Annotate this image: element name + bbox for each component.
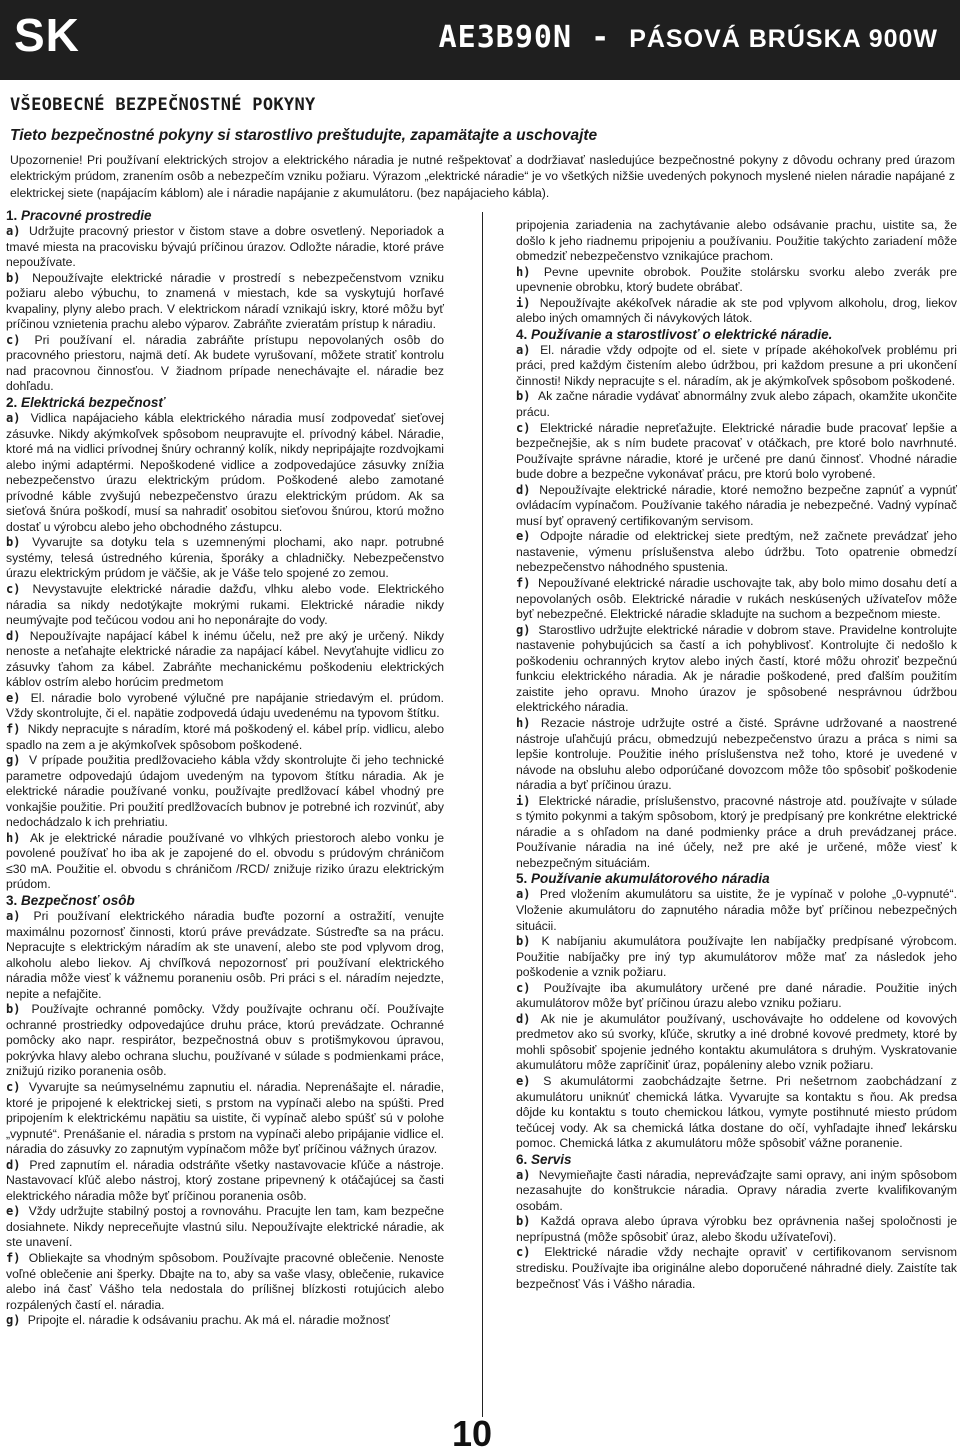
item-text: Obliekajte sa vhodným spôsobom. Používajte pracovné oblečenie. Nenoste voľné oblečenie ani šperky. Dbajte na to, aby sa vaše vlasy, oblečenie, rukavice alebo iná časť Vášho tela nedostala do prílišnej blízkosti rotujúcich alebo rozpálených častí el. náradia.: [6, 1251, 444, 1312]
item-label: c): [516, 420, 540, 435]
item-label: c): [6, 332, 35, 347]
item-label: b): [6, 270, 33, 285]
list-item: [516, 716, 957, 794]
item-label: g): [6, 753, 29, 768]
item-label: d): [6, 628, 30, 643]
item-label: a): [516, 1167, 539, 1182]
item-text: K nabíjaniu akumulátora používajte len nabíjačky predpísané výrobcom. Použitie nabíjačky pre iný typ akumulátorov môže mať za následok jeho poškodenie a vznik požiaru.: [516, 934, 957, 980]
list-item: [6, 535, 444, 582]
list-item: [516, 529, 957, 576]
item-label: d): [6, 1157, 30, 1172]
item-label: h): [516, 264, 544, 279]
item-label: i): [516, 295, 540, 310]
item-text: Pripojte el. náradie k odsávaniu prachu. Ak má el. náradie možnosť: [27, 1313, 390, 1328]
list-item: [516, 623, 957, 716]
item-label: e): [516, 529, 541, 544]
list-item: [516, 934, 957, 981]
item-text: Nepoužívajte elektrické náradie v prostredí s nebezpečenstvom vzniku požiaru alebo výbuchu, to znamená v miestach, kde sa vyskytujú horľavé kvapaliny, plyny alebo prach. V elektrickom náradí vznikajú iskry, ktoré môžu byť príčinou vznietenia prachu alebo výparov. Zabráňte zvieratám prístup k náradiu.: [6, 270, 444, 332]
section-heading: [516, 327, 957, 343]
item-text: Nepoužívané elektrické náradie uschovajte tak, aby bolo mimo dosahu detí a nepovolaných osôb. Elektrické náradie v rukách neskúsených užívateľov môže byť nebezpečné. Elektrické náradie skladujte na suchom a bezpečnom mieste.: [516, 576, 957, 622]
section-title: Pracovné prostredie: [21, 208, 152, 223]
item-label: e): [6, 1204, 29, 1219]
item-text: Elektrické náradie, príslušenstvo, pracovné nástroje atd. používajte v súlade s týmito pokynmi a takým spôsobom, ktorý je predpísaný pre konkrétne elektrické náradie a s ohľadom na dané podmienky práce a druh prevádzanej práce. Používanie náradia na iné účely, než pre aké je určené, môže viesť k nebezpečným situáciám.: [516, 793, 957, 870]
list-item: [516, 981, 957, 1012]
item-text: Vždy udržujte stabilný postoj a rovnováhu. Pracujte len tam, kam bezpečne dosiahnete. Nikdy nepreceňujte vlastnú silu. Nepoužívajte elektrické náradie, ak ste unavení.: [6, 1204, 444, 1250]
list-item: [6, 1204, 444, 1251]
product-title: [439, 20, 938, 55]
list-item: [6, 333, 444, 395]
list-item: [516, 265, 957, 296]
list-item: [6, 909, 444, 1002]
item-label: h): [6, 830, 30, 845]
item-text: Každá oprava alebo úprava výrobku bez oprávnenia našej spoločnosti je neprípustná (môže spôsobiť úraz, alebo škodu užívateľovi).: [516, 1214, 957, 1244]
item-label: a): [6, 908, 34, 923]
continued-text: pripojenia zariadenia na zachytávanie alebo odsávanie prachu, uistite sa, že došlo k jeho riadnemu pripojeniu a používaniu. Použitie takýchto zariadení môže obmedziť nebezpečenstvo vznikajúce prachom.: [516, 218, 957, 264]
item-text: Používajte iba akumulátory určené pre dané náradie. Použitie iných akumulátorov môže byť príčinou úrazu alebo vzniku požiaru.: [516, 980, 957, 1011]
item-text: Vyvarujte sa dotyku tela s uzemnenými plochami, ako napr. potrubné systémy, telesá ústredného kúrenia, šporáky a chladničky. Nebezpečenstvo úrazu elektrickým prúdom je väčšie, ak je Váše telo spojené zo zemou.: [6, 535, 444, 581]
item-label: a): [6, 411, 31, 426]
item-text: Udržujte pracovný priestor v čistom stave a dobre osvetlený. Neporiadok a tmavé miesta na pracovisku bývajú príčinou úrazov. Odložte náradie, ktoré práve nepoužívate.: [6, 224, 444, 270]
item-text: S akumulátormi zaobchádzajte šetrne. Pri nešetrnom zaobchádzaní z akumulátoru uniknúť chemická látka. Vyvarujte sa kontaktu s ňou. Ak predsa dôjde ku kontaktu s touto chemickou látkou, vymyte postihnuté miesto prúdom tečúcej vody. Ak sa chemická látka dostane do očí, vyhľadajte ihneď lekársku pomoc. Chemická látka z akumulátoru môže spôsobiť vážne poranenie.: [516, 1073, 957, 1151]
item-label: i): [516, 793, 539, 808]
item-text: Ak začne náradie vydávať abnormálny zvuk alebo zápach, okamžite ukončite prácu.: [516, 389, 957, 420]
list-item: [6, 1080, 444, 1158]
item-text: Používajte ochranné pomôcky. Vždy používajte ochranu očí. Používajte ochranné prostriedky odpovedajúce druhu práce, ktorú prevádzate. Ochranné pomôcky ako napr. respirátor, bezpečnostná obuv s protišmykovou úpravou, pokrývka hlavy alebo ochrana sluchu, používané v súlade s podmienkami práce, znižujú riziko poranenia osôb.: [6, 1002, 444, 1079]
list-item: [6, 1251, 444, 1313]
item-label: b): [6, 535, 33, 550]
section-number: 2.: [6, 395, 22, 411]
item-text: Nepoužívajte napájací kábel k inému účelu, než pre aký je určený. Nikdy nenoste a neťahajte elektrické náradie za napájací kábel. Nevyťahujte vidlicu zo zásuvky ťahom za kábel. Zabráňte mechanickému poškodeniu elektrických káblov ostrím alebo horúcim predmetom: [6, 628, 444, 690]
section-title: Servis: [531, 1151, 572, 1167]
item-text: Nevystavujte elektrické náradie dažďu, vlhku alebo vode. Elektrického náradia sa nikdy nedotýkajte mokrými rukami. Elektrické náradie nikdy neumývajte pod tečúcou vodou ani ho neponárajte do vody.: [6, 582, 444, 628]
section-heading: [6, 395, 444, 411]
model-number: AE3B90N -: [438, 20, 630, 55]
item-label: g): [516, 622, 539, 637]
right-column: [516, 218, 957, 1292]
product-name: PÁSOVÁ BRÚSKA 900W: [629, 25, 938, 53]
section-heading: [6, 893, 444, 909]
item-label: f): [516, 576, 539, 591]
item-text: Elektrické náradie vždy nechajte opraviť v certifikovanom servisnom stredisku. Používajte iba originálne alebo doporučené náhradné diely. Zaistíte tak bezpečnosť Vás i Vášho náradia.: [516, 1245, 957, 1291]
list-item: [6, 1313, 444, 1329]
section-number: 1.: [6, 208, 22, 223]
item-label: b): [6, 1002, 32, 1017]
item-label: a): [516, 342, 541, 357]
list-item: [516, 1214, 957, 1245]
item-label: c): [6, 582, 33, 597]
left-column: [6, 208, 444, 1329]
header-bar: [0, 0, 960, 80]
list-item: [516, 483, 957, 530]
section-title: Bezpečnosť osôb: [21, 892, 135, 908]
list-item: [516, 1074, 957, 1152]
item-text: V prípade použitia predlžovacieho kábla vždy skontrolujte či jeho technické parametre odpovedajú údajom uvedeným na typovom štítku náradia. Ak je elektrické náradie používané vonku, používajte predlžovací kábel vhodný pre vonkajšie použitie. Pri použití predlžovacích bubnov je potrebné ich rozvinúť, aby nedochádzalo k ich prehriatiu.: [6, 753, 444, 830]
list-item: [516, 1168, 957, 1215]
column-divider: [482, 212, 483, 1417]
item-text: Nevymieňajte časti náradia, nepreváďzajte sami opravy, ani iným spôsobom nezasahujte do konštrukcie náradia. Opravy náradia zverte kvalifikovaným osobám.: [516, 1167, 957, 1213]
item-text: Starostlivo udržujte elektrické náradie v dobrom stave. Pravidelne kontrolujte nastavenie pohybujúcich sa častí a ich pohyblivosť. Kontrolujte či nedošlo k poškodeniu ochranných krytov alebo iných častí, ktoré môžu ohroziť bezpečnú funkciu elektrického náradia. Ak je náradie poškodené, pred ďalším použitím zaistite jeho opravu. Mnoho úrazov je spôsobené nesprávnou údržbou elektrického náradia.: [516, 622, 957, 715]
list-item: [6, 691, 444, 722]
section-number: 6.: [516, 1151, 532, 1167]
item-label: a): [516, 887, 540, 902]
item-text: Nikdy nepracujte s náradím, ktoré má poškodený el. kábel príp. vidlicu, alebo spadlo na zem a je akýmkoľvek spôsobom poškodené.: [6, 721, 444, 752]
list-item: [6, 629, 444, 691]
item-text: Odpojte náradie od elektrickej siete predtým, než začnete prevádzať jeho nastavenie, výmenu príslušenstva alebo údržbu. Toto opatrenie obmedzí nebezpečenstvo náhodného spustenia.: [516, 529, 958, 575]
section-title: Používanie a starostlivosť o elektrické náradie.: [531, 326, 833, 342]
item-text: El. náradie bolo vyrobené výlučné pre napájanie striedavým el. prúdom. Vždy skontrolujte, či el. napätie zodpovedá údaju uvedenému na typovom štítku.: [6, 690, 444, 721]
item-text: Vidlica napájacieho kábla elektrického náradia musí zodpovedať sieťovej zásuvke. Nikdy akýmkoľvek spôsobom neupravujte el. prívodný kábel. Náradie, ktoré má na vidlici prívodnej šnúry ochranný kolík, nikdy nepripájajte rozdvojkami alebo inými adaptérmi. Nepoškodené vidlice a zodpovedajúce zásuvky znížia nebezpečenstvo úrazu elektrickým prúdom. Poškodené alebo zamotané prívodné káble zvyšujú nebezpečenstvo úrazu elektrickým prúdom. Ak sa sieťová šnúra poškodí, musí sa nahradiť osobitou sieťovou šnúrou, ktorú možno dostať u výrobcu alebo jeho obchodného zástupcu.: [6, 411, 444, 534]
section-heading: [6, 208, 444, 224]
list-item: [516, 1245, 957, 1292]
item-label: b): [516, 934, 542, 949]
intro-paragraph: Upozornenie! Pri používaní elektrických strojov a elektrického náradia je nutné rešpektovať a dodržiavať nasledujúce bezpečnostné pokyny z dôvodu ochrany pred úrazom elektrickým prúdom, zranením osôb a nebezpečím vzniku požiaru. Výrazom „elektrické náradie“ je vo všetkých nižšie uvedených pokynoch myslené nielen náradie napájané z elektrickej siete (napájacím káblom) ale i náradie napájanie z akumulátoru. (bez napájacieho kábla).: [10, 153, 955, 200]
item-text: Pri používaní elektrického náradia buďte pozorní a ostražití, venujte maximálnu pozornosť činnosti, ktorú práve prevádzate. Sústreďte sa na prácu. Nepracujte s elektrickým náradím ak ste unavení, alebo ste pod vplyvom drog, alkoholu alebo liekov. Aj chvíľková nepozornosť pri používaní elektrického náradia môže viesť k vážnemu poraneniu osôb. Pri práci s el. náradím nejedzte, nepite a nefajčite.: [6, 908, 444, 1001]
list-item: [6, 1158, 444, 1205]
list-item: [6, 271, 444, 333]
item-label: g): [6, 1313, 28, 1328]
item-text: Ak je elektrické náradie používané vo vlhkých priestoroch alebo vonku je povolené používať ho iba ak je zapojené do el. obvodu s prúdovým chráničom ≤30 mA. Použitie el. obvodu s chráničom /RCD/ znižuje riziko úrazu elektrickým prúdom.: [6, 830, 444, 892]
item-text: Ak nie je akumulátor používaný, uschovávajte ho oddelene od kovových predmetov ako sú svorky, kľúče, skrutky a iné drobné kovové predmety, ktoré by mohli spôsobiť spojenie jedného kontaktu akumulátora s druhým. Vyskratovanie akumulátoru môže zapríčiniť úraz, popáleniny alebo vznik požiaru.: [516, 1011, 957, 1073]
item-label: d): [516, 482, 540, 497]
item-label: b): [516, 1214, 541, 1229]
item-label: d): [516, 1011, 541, 1026]
item-text: Pred zapnutím el. náradia odstráňte všetky nastavovacie kľúče a nástroje. Nastavovací kľúč alebo nástroj, ktorý zostane pripevnený k otáčajúcej sa časti elektrického náradia môže byť príčinou poranenia osôb.: [6, 1157, 444, 1203]
section-heading: [516, 871, 957, 887]
item-label: f): [6, 721, 28, 736]
item-text: Nepoužívajte akékoľvek náradie ak ste pod vplyvom alkoholu, drog, liekov alebo iných omamných či návykových látok.: [516, 295, 957, 326]
item-text: Pevne upevnite obrobok. Použite stolársku svorku alebo zverák pre upevnenie obrobku, ktorý budete obrábať.: [516, 264, 957, 295]
section-heading: [516, 1152, 957, 1168]
section-number: 4.: [516, 326, 532, 342]
item-text: Pri používaní el. náradia zabráňte prístupu nepovolaných osôb do pracovného priestoru, najmä detí. Ak budete vyrušovaní, môžete stratiť kontrolu nad pracovnou činnosťou. V žiadnom prípade nenechávajte el. náradie bez dohľadu.: [6, 332, 444, 394]
item-text: El. náradie vždy odpojte od el. siete v prípade akéhokoľvek problému pri práci, pred každým čistením alebo údržbou, pri každom presune a pri ukončení činnosti! Nikdy nepracujte s el. náradím, ak je akýmkoľvek spôsobom poškodené.: [516, 342, 957, 388]
item-text: Elektrické náradie nepreťažujte. Elektrické náradie bude pracovať lepšie a bezpečnejšie, ak s ním budete pracovať v otáčkach, pre ktoré bolo navrhnuté. Používajte správne náradie, ktoré je určené pre danú činnosť. Vhodné náradie bude dobre a bezpečne vykonávať prácu, pre ktorú bolo vyrobené.: [516, 420, 957, 482]
list-item: [516, 1012, 957, 1074]
item-text: Vyvarujte sa neúmyselnému zapnutiu el. náradia. Neprenášajte el. náradie, ktoré je pripojené k elektrickej sieti, s prstom na vypínači alebo na spúšti. Pred pripojením k elektrickému napätiu sa uistite, či vypínač alebo spúšť sú v polohe „vypnuté“. Prenášanie el. náradia s prstom na vypínači alebo pripájanie vidlice el. náradia do zásuvky zo zapnutým vypínačom môže byť príčinou vážnych úrazov.: [6, 1079, 445, 1157]
language-code: SK: [14, 9, 80, 61]
list-item: [516, 296, 957, 327]
item-text: Pred vložením akumulátoru sa uistite, že je vypínač v polohe „0-vypnuté“. Vloženie akumulátoru do zapnutého náradia môže byť príčinou nebezpečných situácii.: [516, 887, 957, 933]
list-item: [516, 421, 957, 483]
list-item: [516, 887, 957, 934]
page-number: 10: [452, 1413, 493, 1454]
list-item: [6, 1002, 444, 1080]
list-item: [516, 389, 957, 420]
item-label: e): [516, 1073, 544, 1088]
list-item: [6, 582, 444, 629]
list-item: [6, 722, 444, 753]
section-title: Používanie akumulátorového náradia: [531, 871, 770, 887]
item-label: c): [516, 1245, 545, 1260]
list-item: [516, 794, 957, 872]
list-item: [6, 831, 444, 893]
item-label: f): [6, 1251, 29, 1265]
item-label: b): [516, 389, 538, 404]
section-title: Elektrická bezpečnosť: [21, 395, 165, 411]
section-number: 3.: [6, 892, 22, 908]
list-item: [516, 343, 957, 390]
page-subtitle: Tieto bezpečnostné pokyny si starostlivo preštudujte, zapamätajte a uschovajte: [10, 127, 598, 144]
list-item: [516, 576, 957, 623]
item-label: c): [516, 980, 544, 995]
page-title: VŠEOBECNÉ BEZPEČNOSTNÉ POKYNY: [10, 95, 316, 115]
list-item: [6, 224, 444, 271]
item-label: h): [516, 715, 541, 730]
item-label: a): [6, 224, 30, 238]
section-number: 5.: [516, 871, 532, 887]
list-item: [6, 411, 444, 535]
item-text: Nepoužívajte elektrické náradie, ktoré nemožno bezpečne zapnúť a vypnúť ovládacím vypínačom. Používanie takého náradia je nebezpečné. Vadný vypínač musí byť opravený certifikovaným servisom.: [516, 482, 957, 528]
item-label: c): [6, 1079, 29, 1094]
list-item: [6, 753, 444, 831]
item-label: e): [6, 690, 31, 705]
item-text: Rezacie nástroje udržujte ostré a čisté. Správne udržované a naostrené nástroje uľahčujú prácu, obmedzujú nebezpečenstvo úrazu a práca s nimi sa lepšie kontroluje. Použitie iného príslušenstva než toho, ktoré je uvedené v návode na obsluhu alebo odporúčané dovozcom môže tôo spôsobiť poškodenie náradia a byť príčinou úrazu.: [516, 715, 957, 793]
